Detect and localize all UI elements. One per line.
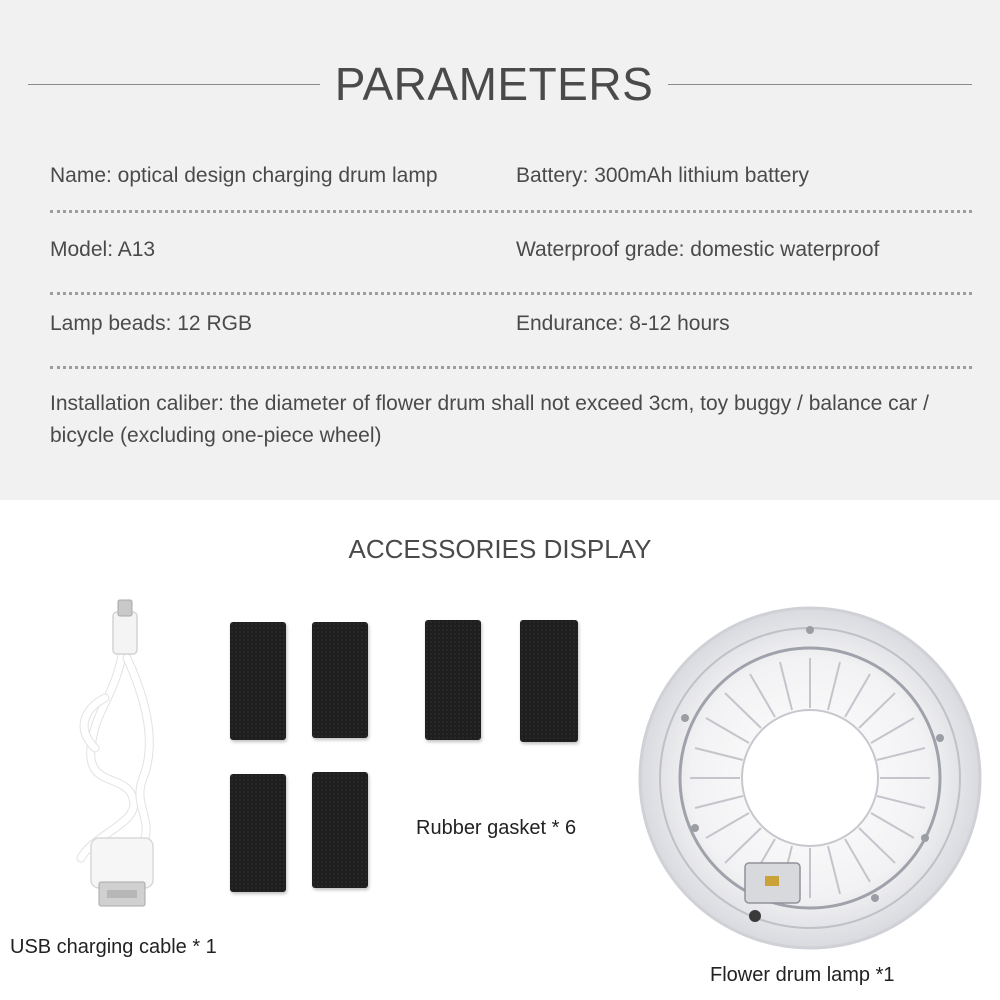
title-rule-left xyxy=(28,84,320,85)
param-waterproof: Waterproof grade: domestic waterproof xyxy=(516,238,880,261)
usb-cable-caption: USB charging cable * 1 xyxy=(10,936,217,958)
dotted-divider xyxy=(50,366,972,369)
rubber-gasket-image xyxy=(425,620,481,740)
rubber-gasket-image xyxy=(230,774,286,892)
rubber-gasket-image xyxy=(230,622,286,740)
param-name: Name: optical design charging drum lamp xyxy=(50,164,438,187)
param-model: Model: A13 xyxy=(50,238,156,261)
flower-drum-lamp-image xyxy=(625,598,995,958)
rubber-gasket-image xyxy=(312,772,368,888)
param-battery: Battery: 300mAh lithium battery xyxy=(516,164,809,187)
dotted-divider xyxy=(50,210,972,213)
param-installation: Installation caliber: the diameter of flower drum shall not exceed 3cm, toy buggy / balance car / bicycle (excluding one-piece wheel) xyxy=(50,392,929,447)
parameters-header xyxy=(0,52,1000,116)
accessories-title: ACCESSORIES DISPLAY xyxy=(348,534,652,564)
param-lamp-beads: Lamp beads: 12 RGB xyxy=(50,312,252,335)
rubber-gasket-caption: Rubber gasket * 6 xyxy=(416,817,577,839)
flower-drum-lamp-caption: Flower drum lamp *1 xyxy=(710,964,895,986)
rubber-gasket-image xyxy=(520,620,578,742)
rubber-gasket-image xyxy=(312,622,368,738)
usb-cable-image xyxy=(55,598,185,910)
dotted-divider xyxy=(50,292,972,295)
parameters-title: PARAMETERS xyxy=(334,58,654,110)
title-rule-right xyxy=(668,84,972,85)
param-endurance: Endurance: 8-12 hours xyxy=(516,312,730,335)
